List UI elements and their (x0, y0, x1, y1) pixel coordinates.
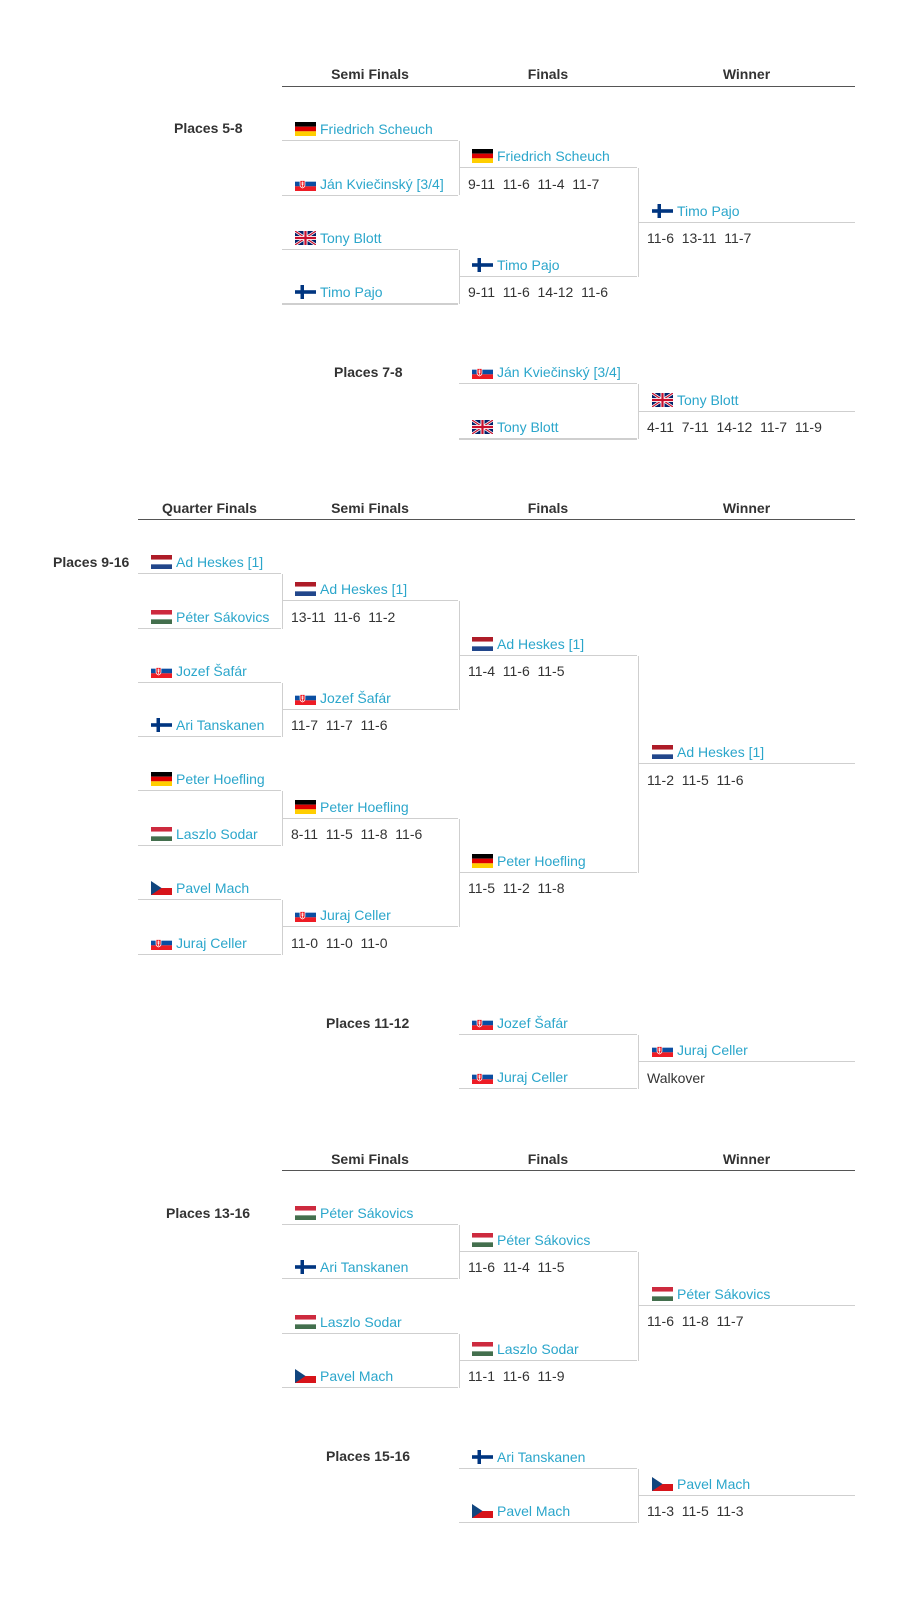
hungary-flag (295, 1315, 316, 1329)
slovakia-flag (295, 691, 316, 705)
connector-line (459, 1522, 637, 1523)
player-name-link[interactable]: Friedrich Scheuch (320, 121, 433, 137)
player-name-link[interactable]: Tony Blott (497, 419, 559, 435)
connector-line (138, 573, 281, 574)
player-name-link[interactable]: Peter Hoefling (320, 799, 409, 815)
uk-flag (652, 393, 673, 407)
connector-line (638, 384, 639, 439)
connector-line (459, 1034, 637, 1035)
uk-flag (295, 231, 316, 245)
player-name-link[interactable]: Ad Heskes [1] (497, 636, 585, 652)
connector-line (459, 601, 460, 710)
germany-flag (472, 854, 493, 868)
match-score: 11-2 11-5 11-6 (647, 772, 744, 788)
hungary-flag (652, 1287, 673, 1301)
player-name-link[interactable]: Jozef Šafár (320, 690, 391, 706)
player-entry[interactable] (652, 743, 764, 761)
finland-flag (472, 258, 493, 272)
match-score: 11-6 11-8 11-7 (647, 1313, 744, 1329)
player-name-link[interactable]: Péter Sákovics (176, 609, 270, 625)
header-finals: Finals (527, 1151, 569, 1167)
match-score: 11-5 11-2 11-8 (468, 880, 565, 896)
finland-flag (652, 204, 673, 218)
player-name-link[interactable]: Ari Tanskanen (176, 717, 265, 733)
match-score: 8-11 11-5 11-8 11-6 (291, 826, 423, 842)
header-rule (282, 1170, 855, 1171)
player-name-link[interactable]: Peter Hoefling (176, 771, 265, 787)
player-entry[interactable] (652, 1475, 750, 1493)
connector-line (282, 1387, 458, 1388)
player-entry[interactable] (472, 635, 584, 653)
player-name-link[interactable]: Timo Pajo (497, 257, 560, 273)
match-score: 11-7 11-7 11-6 (291, 717, 388, 733)
player-name-link[interactable]: Timo Pajo (677, 203, 740, 219)
player-entry[interactable] (472, 256, 560, 274)
player-entry[interactable] (295, 1367, 393, 1385)
player-name-link[interactable]: Ad Heskes [1] (320, 581, 408, 597)
player-entry[interactable] (472, 1231, 590, 1249)
player-name-link[interactable]: Juraj Celler (677, 1042, 748, 1058)
player-entry[interactable] (151, 879, 249, 897)
player-entry[interactable] (472, 1014, 568, 1032)
connector-line (282, 791, 283, 846)
connector-line (459, 1251, 637, 1252)
slovakia-flag (472, 1016, 493, 1030)
connector-line (638, 1035, 639, 1089)
finland-flag (295, 285, 316, 299)
player-entry[interactable] (151, 770, 265, 788)
player-entry[interactable] (151, 716, 264, 734)
slovakia-flag (295, 177, 316, 191)
player-name-link[interactable]: Timo Pajo (320, 284, 383, 300)
connector-line (282, 900, 283, 955)
header-semi-finals: Semi Finals (331, 500, 409, 516)
header-quarter-finals: Quarter Finals (162, 500, 257, 516)
connector-line (282, 574, 283, 629)
connector-line (138, 899, 281, 900)
player-entry[interactable] (151, 553, 263, 571)
player-entry[interactable] (295, 906, 391, 924)
player-name-link[interactable]: Juraj Celler (497, 1069, 568, 1085)
player-name-link[interactable]: Ján Kviečinský [3/4] (497, 364, 621, 380)
connector-line (282, 1333, 458, 1334)
player-name-link[interactable]: Tony Blott (677, 392, 739, 408)
player-name-link[interactable]: Ari Tanskanen (320, 1259, 409, 1275)
slovakia-flag (295, 908, 316, 922)
connector-line (138, 682, 281, 683)
player-entry[interactable] (472, 418, 558, 436)
finland-flag (151, 718, 172, 732)
connector-line (138, 736, 281, 737)
slovakia-flag (652, 1043, 673, 1057)
header-winner: Winner (722, 500, 771, 516)
slovakia-flag (472, 1070, 493, 1084)
player-entry[interactable] (652, 1285, 770, 1303)
hungary-flag (295, 1206, 316, 1220)
player-name-link[interactable]: Ari Tanskanen (497, 1449, 586, 1465)
player-name-link[interactable]: Laszlo Sodar (320, 1314, 402, 1330)
connector-line (282, 249, 458, 250)
hungary-flag (151, 610, 172, 624)
connector-line (282, 1224, 458, 1225)
hungary-flag (151, 827, 172, 841)
player-entry[interactable] (295, 283, 383, 301)
connector-line (459, 1468, 637, 1469)
match-score: 11-0 11-0 11-0 (291, 935, 388, 951)
places-label: Places 13-16 (166, 1205, 251, 1221)
germany-flag (295, 800, 316, 814)
player-name-link[interactable]: Ad Heskes [1] (176, 554, 264, 570)
places-label: Places 5-8 (174, 120, 243, 136)
connector-line (459, 250, 460, 304)
header-rule (282, 86, 855, 87)
player-name-link[interactable]: Péter Sákovics (677, 1286, 771, 1302)
connector-line (459, 872, 637, 873)
header-winner: Winner (722, 66, 771, 82)
connector-line (138, 628, 281, 629)
germany-flag (151, 772, 172, 786)
header-rule (138, 519, 855, 520)
player-entry[interactable] (472, 147, 610, 165)
czech-flag (472, 1504, 493, 1518)
connector-line (282, 683, 283, 737)
connector-line (282, 926, 458, 927)
player-entry[interactable] (472, 1068, 568, 1086)
connector-line (459, 819, 460, 927)
connector-line (638, 1305, 855, 1306)
connector-line (638, 763, 855, 764)
uk-flag (472, 420, 493, 434)
connector-line (282, 600, 458, 601)
player-entry[interactable] (151, 662, 247, 680)
connector-line (459, 276, 637, 277)
connector-line (459, 383, 637, 384)
player-name-link[interactable]: Péter Sákovics (497, 1232, 591, 1248)
player-entry[interactable] (472, 852, 586, 870)
connector-line (459, 1360, 637, 1361)
hungary-flag (472, 1233, 493, 1247)
match-score: 11-4 11-6 11-5 (468, 663, 565, 679)
connector-line (282, 140, 458, 141)
player-name-link[interactable]: Tony Blott (320, 230, 382, 246)
match-score: 11-6 13-11 11-7 (647, 230, 752, 246)
player-name-link[interactable]: Juraj Celler (176, 935, 247, 951)
header-finals: Finals (527, 66, 569, 82)
match-score: 4-11 7-11 14-12 11-7 11-9 (647, 419, 822, 435)
header-finals: Finals (527, 500, 569, 516)
player-entry[interactable] (652, 1041, 748, 1059)
player-entry[interactable] (151, 608, 269, 626)
player-entry[interactable] (295, 1204, 413, 1222)
connector-line (459, 439, 637, 440)
player-name-link[interactable]: Peter Hoefling (497, 853, 586, 869)
netherlands-flag (295, 582, 316, 596)
player-entry[interactable] (295, 1313, 402, 1331)
player-name-link[interactable]: Pavel Mach (320, 1368, 394, 1384)
places-label: Places 11-12 (326, 1015, 410, 1031)
slovakia-flag (151, 936, 172, 950)
player-entry[interactable] (151, 934, 247, 952)
czech-flag (295, 1369, 316, 1383)
germany-flag (472, 149, 493, 163)
connector-line (282, 304, 458, 305)
player-entry[interactable] (295, 1258, 408, 1276)
match-score: Walkover (647, 1070, 705, 1086)
match-score: 11-1 11-6 11-9 (468, 1368, 565, 1384)
player-name-link[interactable]: Jozef Šafár (176, 663, 247, 679)
places-label: Places 15-16 (326, 1448, 411, 1464)
player-entry[interactable] (295, 229, 381, 247)
connector-line (638, 411, 855, 412)
player-entry[interactable] (295, 798, 409, 816)
connector-line (282, 709, 458, 710)
connector-line (459, 141, 460, 195)
player-name-link[interactable]: Jozef Šafár (497, 1015, 568, 1031)
czech-flag (151, 881, 172, 895)
header-semi-finals: Semi Finals (331, 66, 409, 82)
netherlands-flag (151, 555, 172, 569)
finland-flag (295, 1260, 316, 1274)
player-name-link[interactable]: Laszlo Sodar (497, 1341, 579, 1357)
connector-line (638, 1495, 855, 1496)
connector-line (638, 1469, 639, 1523)
player-name-link[interactable]: Pavel Mach (176, 880, 250, 896)
player-entry[interactable] (472, 363, 621, 381)
player-entry[interactable] (295, 689, 391, 707)
player-name-link[interactable]: Pavel Mach (497, 1503, 571, 1519)
player-entry[interactable] (295, 580, 407, 598)
player-entry[interactable] (472, 1448, 585, 1466)
match-score: 9-11 11-6 11-4 11-7 (468, 176, 600, 192)
header-winner: Winner (722, 1151, 771, 1167)
netherlands-flag (472, 637, 493, 651)
player-entry[interactable] (652, 391, 738, 409)
connector-line (282, 818, 458, 819)
player-entry[interactable] (151, 825, 258, 843)
connector-line (138, 845, 281, 846)
player-name-link[interactable]: Juraj Celler (320, 907, 391, 923)
places-label: Places 7-8 (334, 364, 403, 380)
germany-flag (295, 122, 316, 136)
match-score: 11-6 11-4 11-5 (468, 1259, 565, 1275)
player-name-link[interactable]: Péter Sákovics (320, 1205, 414, 1221)
czech-flag (652, 1477, 673, 1491)
player-entry[interactable] (652, 202, 740, 220)
connector-line (459, 1088, 637, 1089)
connector-line (459, 167, 637, 168)
player-entry[interactable] (472, 1502, 570, 1520)
player-entry[interactable] (295, 120, 433, 138)
match-score: 9-11 11-6 14-12 11-6 (468, 284, 609, 300)
player-name-link[interactable]: Ján Kviečinský [3/4] (320, 176, 444, 192)
player-entry[interactable] (295, 175, 444, 193)
match-score: 11-3 11-5 11-3 (647, 1503, 744, 1519)
connector-line (138, 790, 281, 791)
connector-line (638, 222, 855, 223)
connector-line (459, 1225, 460, 1279)
player-name-link[interactable]: Pavel Mach (677, 1476, 751, 1492)
match-score: 13-11 11-6 11-2 (291, 609, 396, 625)
connector-line (282, 195, 458, 196)
connector-line (638, 656, 639, 873)
connector-line (459, 655, 637, 656)
player-entry[interactable] (472, 1340, 579, 1358)
player-name-link[interactable]: Laszlo Sodar (176, 826, 258, 842)
connector-line (138, 954, 281, 955)
connector-line (282, 1278, 458, 1279)
connector-line (459, 1334, 460, 1388)
slovakia-flag (472, 365, 493, 379)
connector-line (638, 1252, 639, 1361)
slovakia-flag (151, 664, 172, 678)
places-label: Places 9-16 (53, 554, 130, 570)
finland-flag (472, 1450, 493, 1464)
hungary-flag (472, 1342, 493, 1356)
connector-line (638, 168, 639, 277)
header-semi-finals: Semi Finals (331, 1151, 409, 1167)
netherlands-flag (652, 745, 673, 759)
player-name-link[interactable]: Ad Heskes [1] (677, 744, 765, 760)
connector-line (638, 1061, 855, 1062)
player-name-link[interactable]: Friedrich Scheuch (497, 148, 610, 164)
